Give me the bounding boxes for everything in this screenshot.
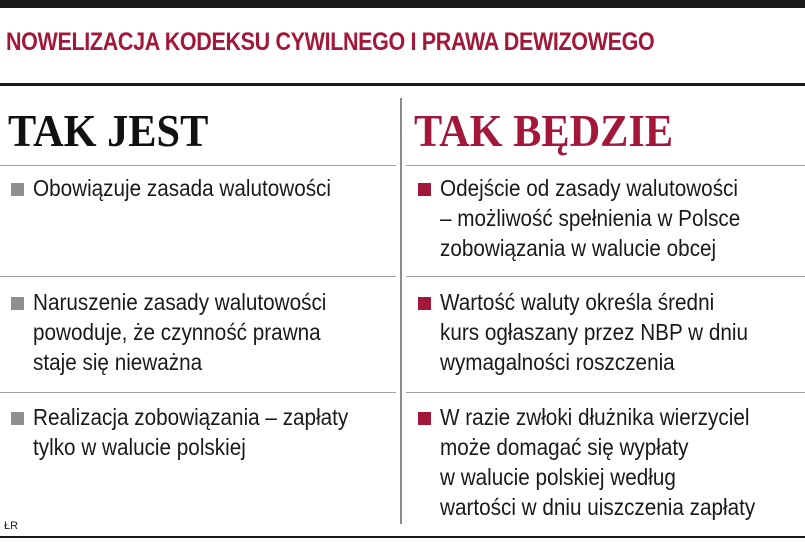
bullet-square (11, 297, 24, 310)
right-item-3 (440, 402, 755, 522)
bottom-rule (0, 536, 805, 538)
item-line: Obowiązuje zasada walutowości (33, 175, 332, 201)
column-divider (400, 98, 402, 524)
item-line: może domagać się wypłaty (440, 434, 689, 460)
right-column-title: TAK BĘDZIE (414, 105, 674, 156)
row-rule (0, 165, 396, 166)
row-rule (406, 392, 805, 393)
left-item-3 (33, 402, 348, 462)
right-item-2 (440, 287, 748, 377)
item-line: Odejście od zasady walutowości (440, 175, 738, 201)
item-line: kurs ogłaszany przez NBP w dniu (440, 319, 748, 345)
bullet-square (11, 412, 24, 425)
item-line: wymagalności roszczenia (440, 349, 675, 375)
left-item-1 (33, 173, 331, 203)
row-rule (0, 392, 396, 393)
item-line: staje się nieważna (33, 349, 203, 375)
item-line: w walucie polskiej według (440, 464, 676, 490)
bullet-square (11, 183, 24, 196)
item-line: Naruszenie zasady walutowości (33, 289, 327, 315)
item-line: – możliwość spełnienia w Polsce (440, 205, 741, 231)
headline: NOWELIZACJA KODEKSU CYWILNEGO I PRAWA DEWIZOWEGO (6, 28, 655, 56)
item-line: zobowiązania w walucie obcej (440, 235, 717, 261)
source-credit: ŁR (4, 520, 19, 532)
item-line: Wartość waluty określa średni (440, 289, 715, 315)
bullet-square (418, 297, 431, 310)
item-line: wartości w dniu uiszczenia zapłaty (440, 494, 756, 520)
row-rule (406, 165, 805, 166)
left-item-2 (33, 287, 326, 377)
top-bar (0, 0, 805, 8)
right-item-1 (440, 173, 740, 263)
item-line: Realizacja zobowiązania – zapłaty (33, 404, 349, 430)
row-rule (406, 276, 805, 277)
headline-rule (0, 83, 805, 86)
bullet-square (418, 412, 431, 425)
left-column-title: TAK JEST (8, 105, 209, 156)
item-line: W razie zwłoki dłużnika wierzyciel (440, 404, 750, 430)
bullet-square (418, 183, 431, 196)
row-rule (0, 276, 396, 277)
item-line: powoduje, że czynność prawna (33, 319, 321, 345)
item-line: tylko w walucie polskiej (33, 434, 246, 460)
